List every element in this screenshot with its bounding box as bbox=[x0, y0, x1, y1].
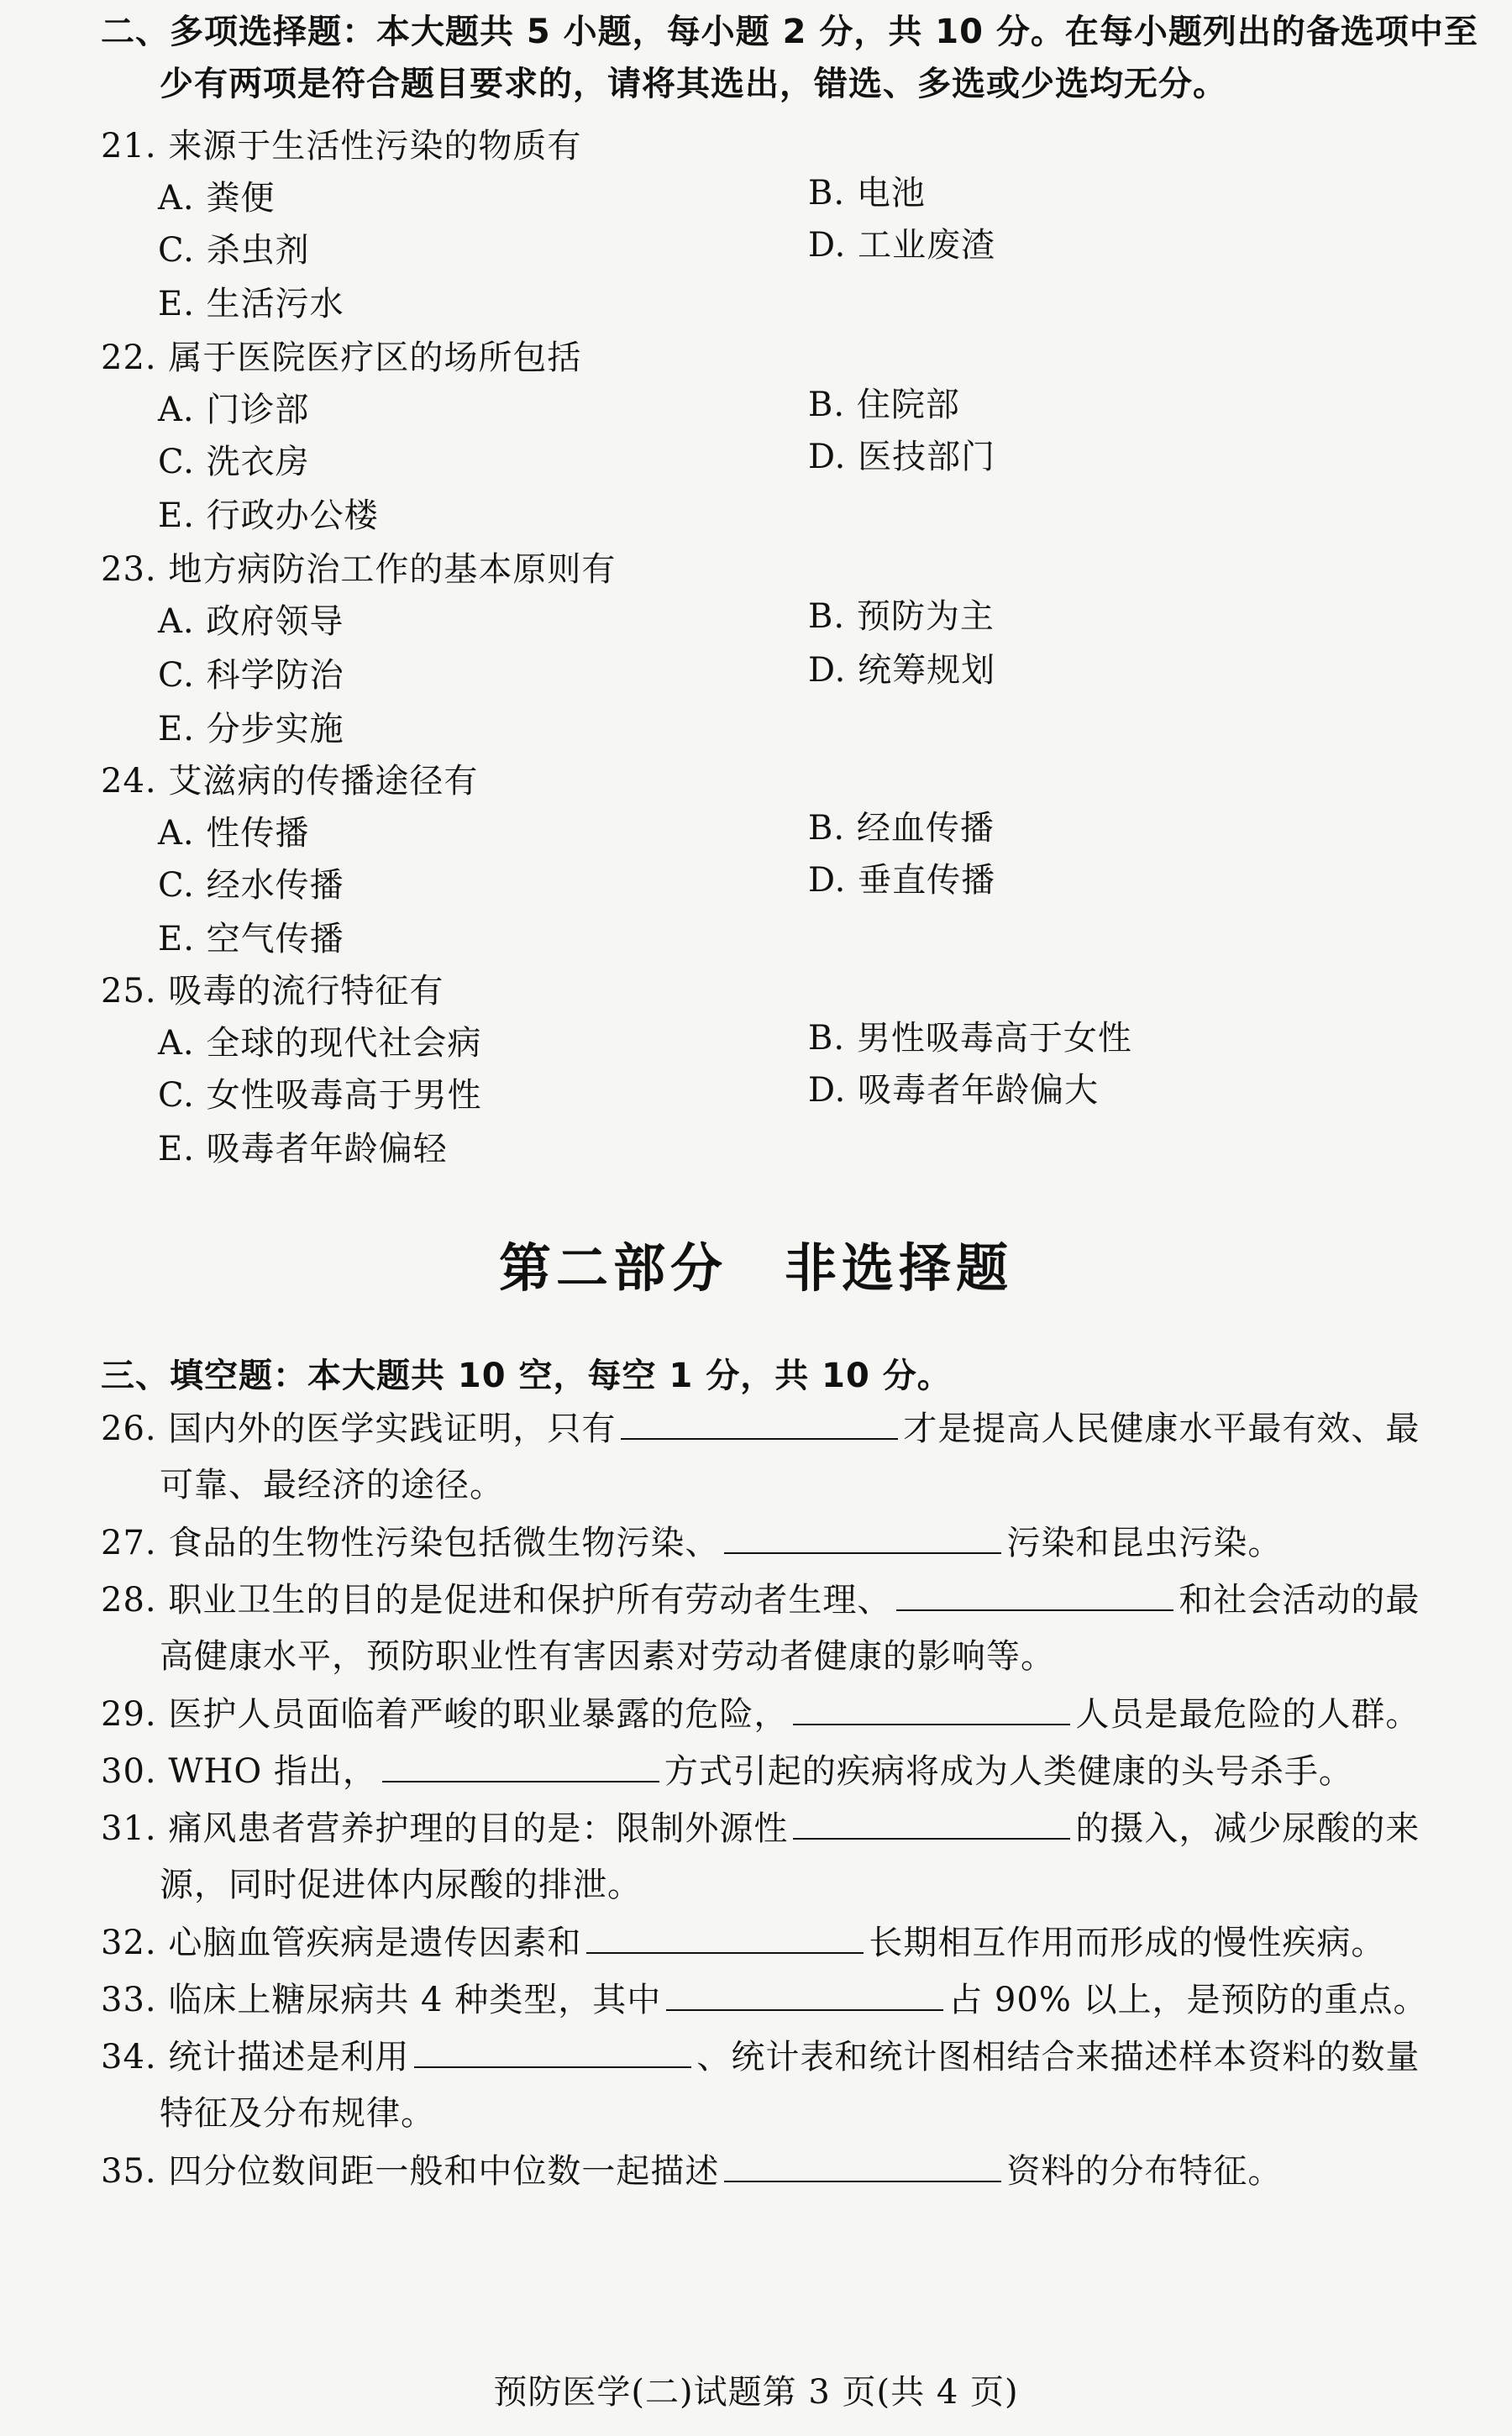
question-26-text-a: 26. 国内外的医学实践证明，只有 bbox=[101, 1410, 617, 1448]
answer-blank-29[interactable] bbox=[793, 1690, 1070, 1725]
answer-blank-27[interactable] bbox=[724, 1519, 1001, 1554]
question-23-option-c: C. 科学防治 bbox=[158, 656, 344, 695]
question-22-option-c: C. 洗衣房 bbox=[158, 443, 310, 481]
question-27-line bbox=[101, 1519, 1282, 1567]
question-24-option-b: B. 经血传播 bbox=[808, 809, 995, 848]
question-29-text-b: 人员是最危险的人群。 bbox=[1075, 1695, 1420, 1734]
question-25-option-b: B. 男性吸毒高于女性 bbox=[808, 1019, 1132, 1058]
question-24-option-e: E. 空气传播 bbox=[158, 920, 344, 958]
section2-header-line2: 少有两项是符合题目要求的，请将其选出，错选、多选或少选均无分。 bbox=[160, 65, 1227, 103]
question-22-stem: 22. 属于医院医疗区的场所包括 bbox=[101, 339, 582, 377]
question-23-option-a: A. 政府领导 bbox=[158, 602, 344, 641]
answer-blank-34[interactable] bbox=[414, 2033, 691, 2068]
answer-blank-32[interactable] bbox=[586, 1919, 864, 1954]
part2-title: 第二部分 非选择题 bbox=[498, 1237, 1013, 1299]
question-33-text-a: 33. 临床上糖尿病共 4 种类型，其中 bbox=[101, 1981, 662, 2019]
question-31-text-b: 的摄入，减少尿酸的来 bbox=[1075, 1809, 1420, 1848]
question-21-option-d: D. 工业废渣 bbox=[808, 226, 996, 265]
question-23-option-b: B. 预防为主 bbox=[808, 597, 995, 636]
question-23-stem: 23. 地方病防治工作的基本原则有 bbox=[101, 550, 617, 589]
question-22-option-b: B. 住院部 bbox=[808, 386, 960, 424]
question-29-line bbox=[101, 1690, 1420, 1738]
question-31-text-a: 31. 痛风患者营养护理的目的是：限制外源性 bbox=[101, 1809, 789, 1848]
question-34-text-c: 特征及分布规律。 bbox=[160, 2094, 435, 2133]
question-27-text-b: 污染和昆虫污染。 bbox=[1006, 1524, 1283, 1562]
question-31-line1 bbox=[101, 1804, 1420, 1852]
question-23-option-e: E. 分步实施 bbox=[158, 710, 344, 748]
question-24-option-c: C. 经水传播 bbox=[158, 866, 344, 905]
question-26-line1 bbox=[101, 1404, 1420, 1452]
question-34-text-b: 、统计表和统计图相结合来描述样本资料的数量 bbox=[696, 2038, 1420, 2076]
question-30-text-a: 30. WHO 指出， bbox=[101, 1752, 377, 1791]
question-23-option-d: D. 统筹规划 bbox=[808, 651, 996, 690]
question-28-text-b: 和社会活动的最 bbox=[1179, 1581, 1420, 1620]
section2-header-line1: 二、多项选择题：本大题共 5 小题，每小题 2 分，共 10 分。在每小题列出的备选项中至 bbox=[101, 13, 1478, 51]
question-26-text-c: 可靠、最经济的途径。 bbox=[160, 1466, 504, 1504]
question-35-text-a: 35. 四分位数间距一般和中位数一起描述 bbox=[101, 2152, 720, 2191]
question-28-line1 bbox=[101, 1576, 1420, 1624]
question-34-text-a: 34. 统计描述是利用 bbox=[101, 2038, 410, 2076]
question-29-text-a: 29. 医护人员面临着严峻的职业暴露的危险， bbox=[101, 1695, 789, 1734]
page-footer: 预防医学(二)试题第 3 页(共 4 页) bbox=[493, 2373, 1019, 2412]
question-24-option-d: D. 垂直传播 bbox=[808, 861, 996, 900]
question-21-option-b: B. 电池 bbox=[808, 174, 926, 213]
question-33-line bbox=[101, 1976, 1428, 2024]
answer-blank-33[interactable] bbox=[666, 1976, 943, 2011]
question-28-text-c: 高健康水平，预防职业性有害因素对劳动者健康的影响等。 bbox=[160, 1637, 1055, 1676]
question-26-text-b: 才是提高人民健康水平最有效、最 bbox=[903, 1410, 1420, 1448]
question-21-option-e: E. 生活污水 bbox=[158, 285, 344, 323]
question-28-text-a: 28. 职业卫生的目的是促进和保护所有劳动者生理、 bbox=[101, 1581, 892, 1620]
question-22-option-e: E. 行政办公楼 bbox=[158, 496, 379, 535]
answer-blank-30[interactable] bbox=[382, 1747, 659, 1782]
question-31-text-c: 源，同时促进体内尿酸的排泄。 bbox=[160, 1866, 642, 1904]
question-21-stem: 21. 来源于生活性污染的物质有 bbox=[101, 127, 582, 165]
answer-blank-26[interactable] bbox=[621, 1404, 898, 1440]
section3-header: 三、填空题：本大题共 10 空，每空 1 分，共 10 分。 bbox=[101, 1357, 952, 1395]
question-21-option-c: C. 杀虫剂 bbox=[158, 231, 310, 270]
question-27-text-a: 27. 食品的生物性污染包括微生物污染、 bbox=[101, 1524, 720, 1562]
question-25-option-a: A. 全球的现代社会病 bbox=[158, 1024, 482, 1063]
question-25-stem: 25. 吸毒的流行特征有 bbox=[101, 972, 444, 1011]
question-34-line1 bbox=[101, 2033, 1420, 2081]
question-30-line bbox=[101, 1747, 1353, 1795]
question-25-option-c: C. 女性吸毒高于男性 bbox=[158, 1076, 482, 1115]
question-21-option-a: A. 粪便 bbox=[158, 179, 276, 218]
question-32-line bbox=[101, 1919, 1385, 1966]
question-24-option-a: A. 性传播 bbox=[158, 814, 310, 853]
question-32-text-b: 长期相互作用而形成的慢性疾病。 bbox=[869, 1924, 1386, 1962]
question-24-stem: 24. 艾滋病的传播途径有 bbox=[101, 762, 479, 801]
question-35-text-b: 资料的分布特征。 bbox=[1006, 2152, 1283, 2191]
question-25-option-d: D. 吸毒者年龄偏大 bbox=[808, 1071, 1100, 1110]
question-22-option-d: D. 医技部门 bbox=[808, 438, 996, 476]
answer-blank-31[interactable] bbox=[793, 1804, 1070, 1840]
question-32-text-a: 32. 心脑血管疾病是遗传因素和 bbox=[101, 1924, 582, 1962]
question-25-option-e: E. 吸毒者年龄偏轻 bbox=[158, 1130, 448, 1168]
question-22-option-a: A. 门诊部 bbox=[158, 391, 310, 429]
answer-blank-35[interactable] bbox=[724, 2147, 1001, 2182]
answer-blank-28[interactable] bbox=[896, 1576, 1173, 1611]
question-33-text-b: 占 90% 以上，是预防的重点。 bbox=[948, 1981, 1428, 2019]
question-30-text-b: 方式引起的疾病将成为人类健康的头号杀手。 bbox=[664, 1752, 1353, 1791]
question-35-line bbox=[101, 2147, 1282, 2195]
